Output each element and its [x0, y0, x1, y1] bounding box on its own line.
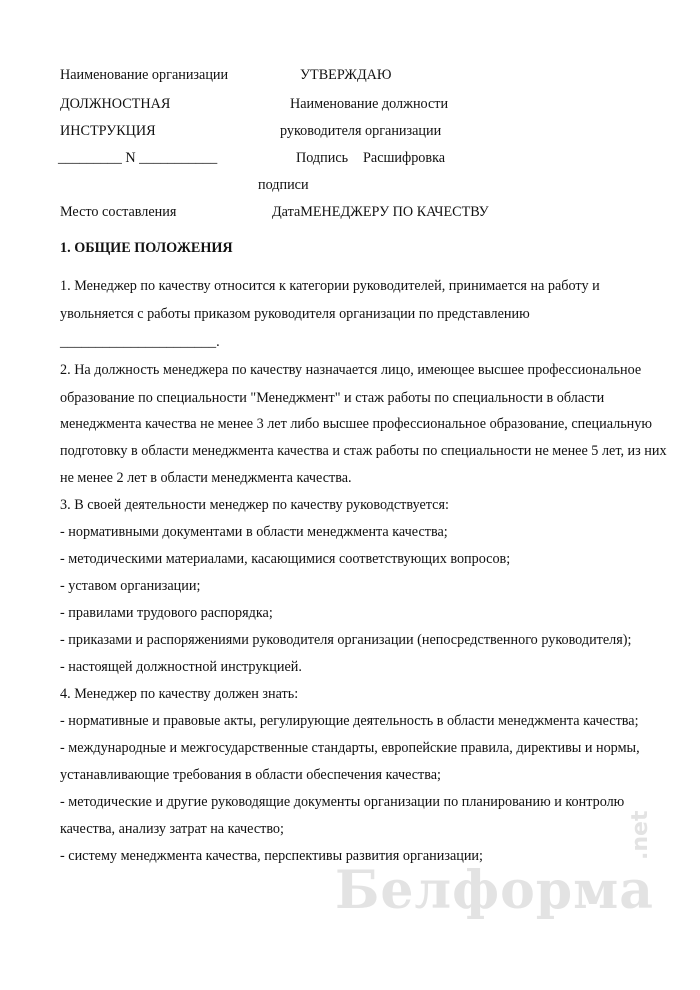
body-line: - методическими материалами, касающимися соответствующих вопросов;: [60, 551, 511, 567]
transcript-label: Расшифровка: [363, 150, 446, 166]
approve-label: УТВЕРЖДАЮ: [300, 67, 392, 83]
body-line: качества, анализу затрат на качество;: [60, 821, 284, 837]
section-title: 1. ОБЩИЕ ПОЛОЖЕНИЯ: [60, 240, 233, 256]
body-line: 3. В своей деятельности менеджер по качеству руководствуется:: [60, 497, 449, 513]
doc-number-line: _________ N ___________: [58, 150, 218, 166]
watermark-suffix: .net: [628, 810, 653, 860]
body-line: - методические и другие руководящие документы организации по планированию и контролю: [60, 794, 625, 810]
body-line: - уставом организации;: [60, 578, 201, 594]
body-line: не менее 2 лет в области менеджмента качества.: [60, 470, 352, 486]
body-line: образование по специальности "Менеджмент" и стаж работы по специальности в области: [60, 390, 605, 406]
body-line: - нормативными документами в области менеджмента качества;: [60, 524, 448, 540]
date-title-label: ДатаМЕНЕДЖЕРУ ПО КАЧЕСТВУ: [272, 204, 489, 220]
body-line: - правилами трудового распорядка;: [60, 605, 273, 621]
body-line: - международные и межгосударственные стандарты, европейские правила, директивы и нормы,: [60, 740, 640, 756]
place-label: Место составления: [60, 204, 177, 220]
body-line: - приказами и распоряжениями руководителя организации (непосредственного руководителя);: [60, 632, 632, 648]
body-line: 1. Менеджер по качеству относится к категории руководителей, принимается на работу и: [60, 278, 600, 294]
org-name-label: Наименование организации: [60, 67, 229, 83]
body-line: менеджмента качества не менее 3 лет либо высшее профессиональное образование, специальную: [60, 416, 652, 432]
body-line: подготовку в области менеджмента качества и стаж работы по специальности не менее 5 лет, из них: [60, 443, 667, 459]
body-line: - систему менеджмента качества, перспективы развития организации;: [60, 848, 483, 864]
body-line: - настоящей должностной инструкцией.: [60, 659, 302, 675]
body-line: ______________________.: [60, 334, 220, 350]
signature-label-2: подписи: [258, 177, 309, 193]
doc-type-line-1: ДОЛЖНОСТНАЯ: [60, 96, 171, 112]
body-line: увольняется с работы приказом руководителя организации по представлению: [60, 306, 530, 322]
body-line: - нормативные и правовые акты, регулирующие деятельность в области менеджмента качества;: [60, 713, 639, 729]
signature-label: Подпись: [296, 150, 349, 166]
body-line: устанавливающие требования в области обеспечения качества;: [60, 767, 442, 783]
body-line: 2. На должность менеджера по качеству назначается лицо, имеющее высшее профессиональное: [60, 362, 642, 378]
position-title-label: Наименование должности: [290, 96, 449, 112]
head-of-org-label: руководителя организации: [280, 123, 442, 139]
doc-type-line-2: ИНСТРУКЦИЯ: [60, 123, 156, 139]
watermark-logo: Белформа: [335, 860, 654, 921]
body-line: 4. Менеджер по качеству должен знать:: [60, 686, 299, 702]
